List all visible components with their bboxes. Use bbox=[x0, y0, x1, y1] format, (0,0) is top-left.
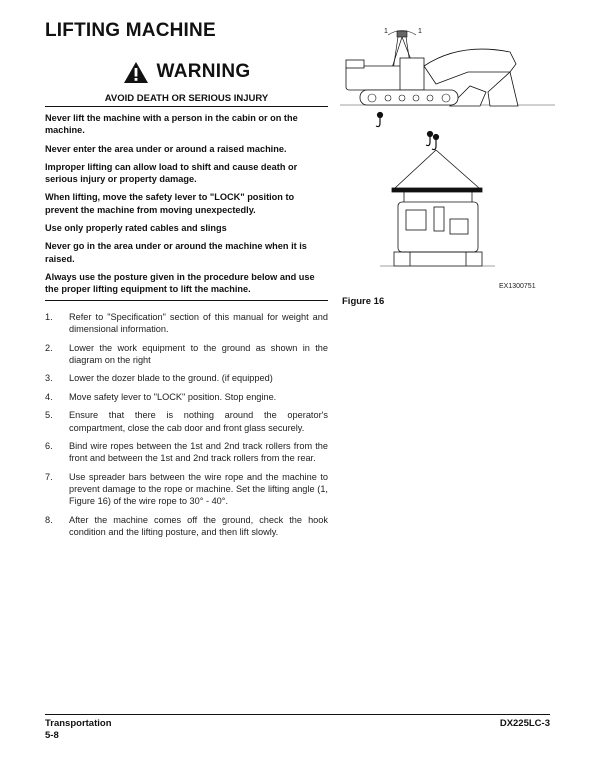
step-item bbox=[45, 372, 328, 384]
step-number: 8. bbox=[45, 514, 53, 525]
step-text: Refer to "Specification" section of this manual for weight and dimensional information. bbox=[69, 312, 328, 335]
step-text: Bind wire ropes between the 1st and 2nd track rollers from the front and between the 1st and 2nd track rollers from the rear. bbox=[69, 441, 328, 464]
warning-line: Never lift the machine with a person in the cabin or on the machine. bbox=[45, 113, 298, 136]
step-item bbox=[45, 471, 328, 508]
warning-subtitle: AVOID DEATH OR SERIOUS INJURY bbox=[45, 93, 328, 107]
step-item bbox=[45, 391, 328, 403]
warning-box bbox=[45, 55, 328, 301]
page-title: LIFTING MACHINE bbox=[45, 20, 216, 41]
step-number: 3. bbox=[45, 373, 53, 384]
callout-right-label: 1 bbox=[418, 28, 422, 35]
hook-block bbox=[397, 31, 407, 37]
lifting-diagram bbox=[340, 22, 555, 292]
warning-word: WARNING bbox=[156, 61, 251, 82]
step-text: Move safety lever to "LOCK" position. Stop engine. bbox=[69, 391, 277, 402]
warning-lines bbox=[45, 112, 328, 296]
callout-left-label: 1 bbox=[384, 28, 388, 35]
warning-line: Use only properly rated cables and slings bbox=[45, 223, 227, 234]
warning-divider bbox=[45, 300, 328, 301]
step-text: Lower the work equipment to the ground as shown in the diagram on the right bbox=[69, 342, 328, 365]
warning-line: Improper lifting can allow load to shift and cause death or serious injury or property damage. bbox=[45, 161, 298, 185]
hook-icon bbox=[432, 135, 439, 150]
hook-icon bbox=[376, 113, 433, 146]
step-number: 6. bbox=[45, 441, 53, 452]
step-number: 2. bbox=[45, 342, 53, 353]
warning-line: Never enter the area under or around a raised machine. bbox=[45, 143, 287, 154]
footer-page-number: 5-8 bbox=[45, 730, 59, 741]
step-item bbox=[45, 342, 328, 366]
step-item bbox=[45, 514, 328, 538]
step-text: Lower the dozer blade to the ground. (if equipped) bbox=[69, 373, 273, 384]
excavator-side-view bbox=[346, 49, 518, 106]
step-number: 7. bbox=[45, 471, 53, 482]
footer-divider bbox=[45, 714, 550, 715]
warning-line: When lifting, move the safety lever to "LOCK" position to prevent the machine from moving unexpectedly. bbox=[45, 192, 295, 215]
step-number: 4. bbox=[45, 391, 53, 402]
step-text: Ensure that there is nothing around the operator's compartment, close the cab door and front glass securely. bbox=[69, 410, 328, 433]
footer-left bbox=[45, 718, 112, 742]
step-item bbox=[45, 440, 328, 464]
warning-triangle-icon bbox=[123, 61, 149, 84]
warning-header bbox=[45, 55, 328, 89]
figure-code: EX1300751 bbox=[499, 283, 536, 290]
step-number: 5. bbox=[45, 410, 53, 421]
procedure-steps bbox=[45, 311, 328, 544]
warning-line: Always use the posture given in the procedure below and use the proper lifting equipment to lift the machine. bbox=[45, 271, 315, 295]
step-item bbox=[45, 409, 328, 433]
step-item bbox=[45, 311, 328, 335]
excavator-front-view bbox=[380, 150, 495, 266]
figure-caption: Figure 16 bbox=[342, 296, 385, 307]
step-text: After the machine comes off the ground, check the hook condition and the lifting posture, and then lift slowly. bbox=[69, 514, 328, 537]
footer-section: Transportation bbox=[45, 718, 112, 729]
footer-model: DX225LC-3 bbox=[499, 718, 550, 729]
warning-line: Never go in the area under or around the machine when it is raised. bbox=[45, 241, 307, 264]
step-text: Use spreader bars between the wire rope and the machine to prevent damage to the rope or machine. Set the lifting angle (1, Figure 16) of the wire rope to 30° - 40°. bbox=[69, 471, 328, 507]
step-number: 1. bbox=[45, 312, 53, 322]
